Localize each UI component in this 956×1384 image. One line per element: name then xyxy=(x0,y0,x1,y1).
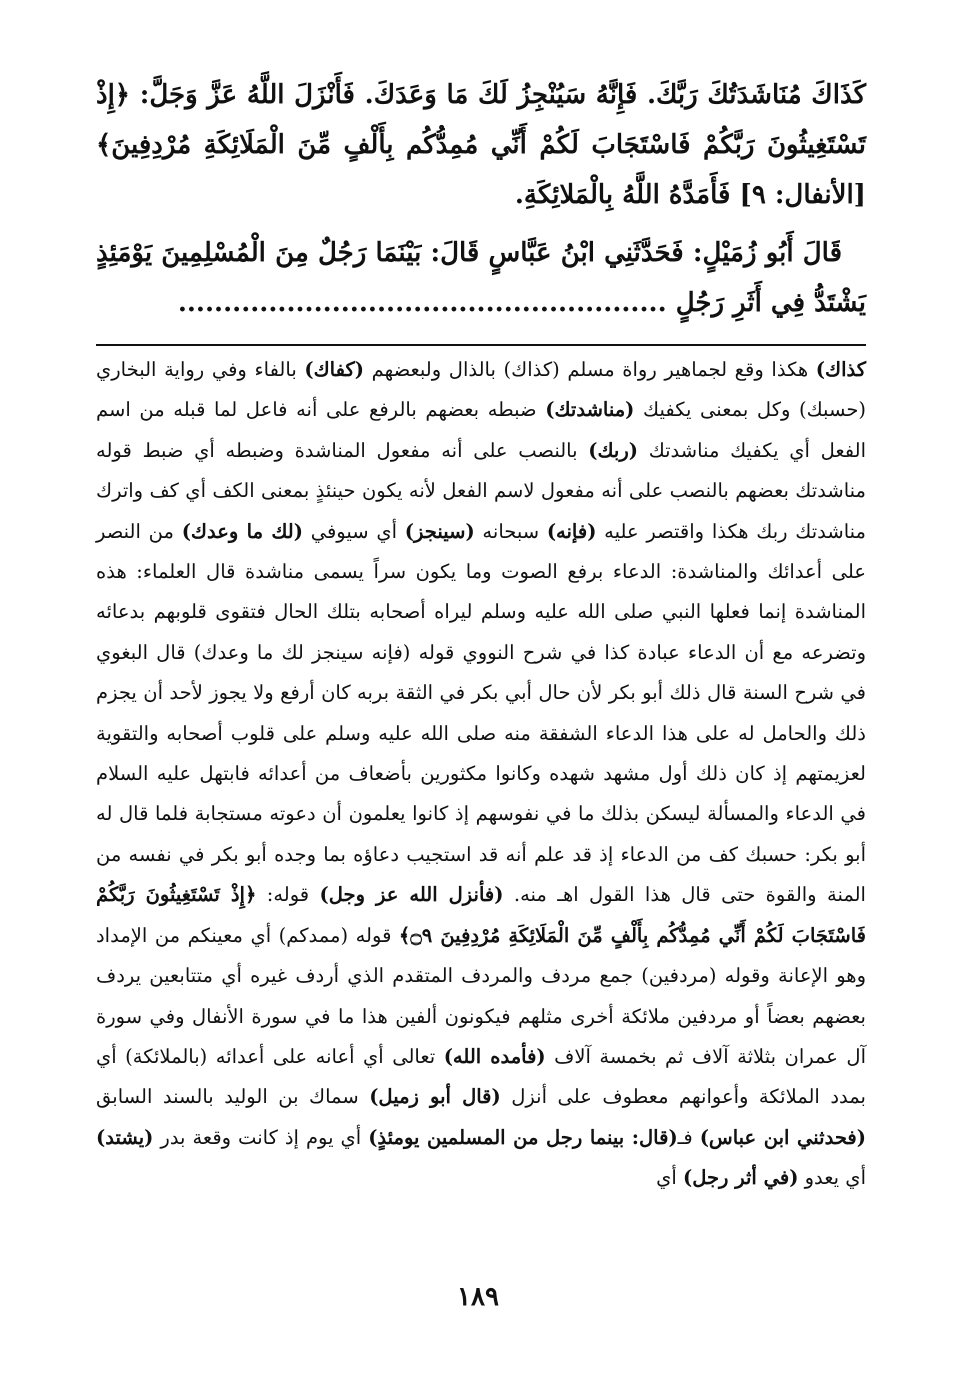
hadith-paragraph-1 xyxy=(96,70,866,220)
commentary-segment: تعالى أي أعانه على أعدائه (بالملائكة) أي بمدد الملائكة وأعوانهم معطوف على أنزل xyxy=(96,1044,866,1109)
commentary-text xyxy=(96,350,866,1199)
hadith-paragraph-2 xyxy=(96,228,866,328)
commentary-segment: أي xyxy=(656,1166,683,1190)
quran-verse: ﴿إِذْ تَسْتَغِيثُونَ رَبَّكُمْ فَاسْتَجَابَ لَكُمْ أَنِّي مُمِدُّكُم بِأَلْفٍ مِّنَ الْمَلَائِكَةِ مُرْدِفِينَ ۝٩﴾ xyxy=(96,883,867,947)
term: (كفاك) xyxy=(304,358,364,381)
commentary-segment: سماك بن الوليد بالسند السابق xyxy=(96,1085,370,1109)
term: (مناشدتك) xyxy=(545,398,635,422)
hadith-text xyxy=(96,70,866,328)
term: (فإنه) xyxy=(546,519,597,543)
hadith-line-1: كَذَاكَ مُنَاشَدَتُكَ رَبَّكَ. فَإِنَّهُ سَيُنْجِزُ لَكَ مَا وَعَدَكَ. فَأَنْزَلَ اللَّهُ عَزَّ وَجَلَّ: xyxy=(139,80,866,110)
commentary-segment: ضبطه بعضهم بالرفع على أنه فاعل لما قبله من اسم الفعل أي يكفيك مناشدتك xyxy=(96,398,866,462)
term: (لك ما وعدك) xyxy=(181,519,303,543)
commentary-segment: من النصر على أعدائك والمناشدة: الدعاء برفع الصوت وما يكون سراً يسمى مناشدة قال العلماء: هذه المناشدة إنما فعلها النبي صلى الله عليه وسلم ليراه أصحابه بتلك الحال فتقوى قلوبهم بدعائه وتضرعه مع أن الدعاء عبادة كذا في شرح النووي قوله (فإنه سينجز لك ما وعدك) قال البغوي في شرح السنة قال ذلك أبو بكر لأن حال أبي بكر في الثقة بربه كان أرفع ولا يجوز لأحد أن يجزم ذلك والحامل له على هذا الدعاء الشفقة منه صلى الله عليه وسلم على قلوب أصحابه والتقوية لعزيمتهم إذ كان ذلك أول مشهد شهده وكانوا مكثورين بأضعاف من أعدائه فابتهل عليه السلام في الدعاء والمسألة ليسكن بذلك ما في نفوسهم إذ كانوا يعلمون أن دعوته مستجابة فلما قال له أبو بكر: حسبك كف من الدعاء إذ قد علم أنه قد استجيب دعاؤه بما وجده أبو بكر في نفسه من المنة والقوة حتى قال هذا القول اهـ منه. xyxy=(96,519,866,907)
term: (فحدثني ابن عباس) xyxy=(699,1125,866,1149)
commentary-segment: قوله (ممدكم) أي معينكم من الإمداد وهو الإعانة وقوله (مردفين) جمع مردف والمردف المتقدم الذي أردف غيره أي متتابعين يردف بعضهم بعضاً أو مردفين ملائكة أخرى مثلهم فيكونون ألفين هذا ما في سورة الأنفال وفي سورة آل عمران بثلاثة آلاف ثم بخمسة آلاف xyxy=(96,923,867,1068)
verse-reference: [الأنفال: ٩] xyxy=(739,180,866,210)
term: (يشتد) xyxy=(96,1125,154,1149)
hadith-line-3: فَأَمَدَّهُ اللَّهُ بِالْمَلائِكَةِ. xyxy=(514,180,731,210)
hadith-narration: قَالَ أَبُو زُمَيْلٍ: فَحَدَّثَنِي ابْنُ عَبَّاسٍ قَالَ: بَيْنَمَا رَجُلٌ مِنَ الْمُسْلِمِينَ يَوْمَئِذٍ يَشْتَدُّ فِي أَثَرِ رَجُلٍ xyxy=(96,238,866,318)
commentary-segment: أي يعدو xyxy=(798,1166,866,1190)
term: (قال أبو زميل) xyxy=(369,1085,501,1109)
quran-verse: ﴿إِذْ تَسْتَغِيثُونَ رَبَّكُمْ فَاسْتَجَابَ لَكُمْ أَنِّي مُمِدُّكُم بِأَلْفٍ مِّنَ الْمَلَائِكَةِ مُرْدِفِينَ﴾ xyxy=(96,80,866,160)
commentary-segment: بالفاء وفي رواية البخاري (حسبك) وكل بمعنى يكفيك xyxy=(96,358,867,422)
term: (قال: بينما رجل من المسلمين يومئذٍ) xyxy=(368,1125,678,1149)
term: (في أثر رجل) xyxy=(682,1166,799,1190)
term: (فأمده الله) xyxy=(443,1044,546,1068)
page-number: ١٨٩ xyxy=(457,1282,499,1312)
term: كذاك) xyxy=(815,358,867,381)
commentary-segment: أي يوم إذ كانت وقعة بدر xyxy=(153,1125,369,1149)
commentary-segment: فـ xyxy=(677,1125,700,1149)
commentary-segment: أي سيوفي xyxy=(302,519,405,543)
footnote-divider xyxy=(96,344,866,346)
term: (سينجز) xyxy=(404,519,475,543)
commentary-segment: قوله: xyxy=(256,883,320,907)
commentary-segment: سبحانه xyxy=(474,519,547,543)
commentary-segment: هكذا وقع لجماهير رواة مسلم (كذاك) بالذال ولبعضهم xyxy=(364,358,816,381)
continuation-dots: ...................................................... xyxy=(177,288,667,318)
commentary-segment: بالنصب على أنه مفعول المناشدة وضبطه أي ضبط قوله مناشدتك بعضهم بالنصب على أنه مفعول لاسم الفعل لأنه يكون حينئذٍ بمعنى الكف أي كف واترك مناشدتك ربك هكذا واقتصر عليه xyxy=(96,438,867,543)
term: (ربك) xyxy=(588,438,638,462)
term: (فأنزل الله عز وجل) xyxy=(319,883,504,907)
